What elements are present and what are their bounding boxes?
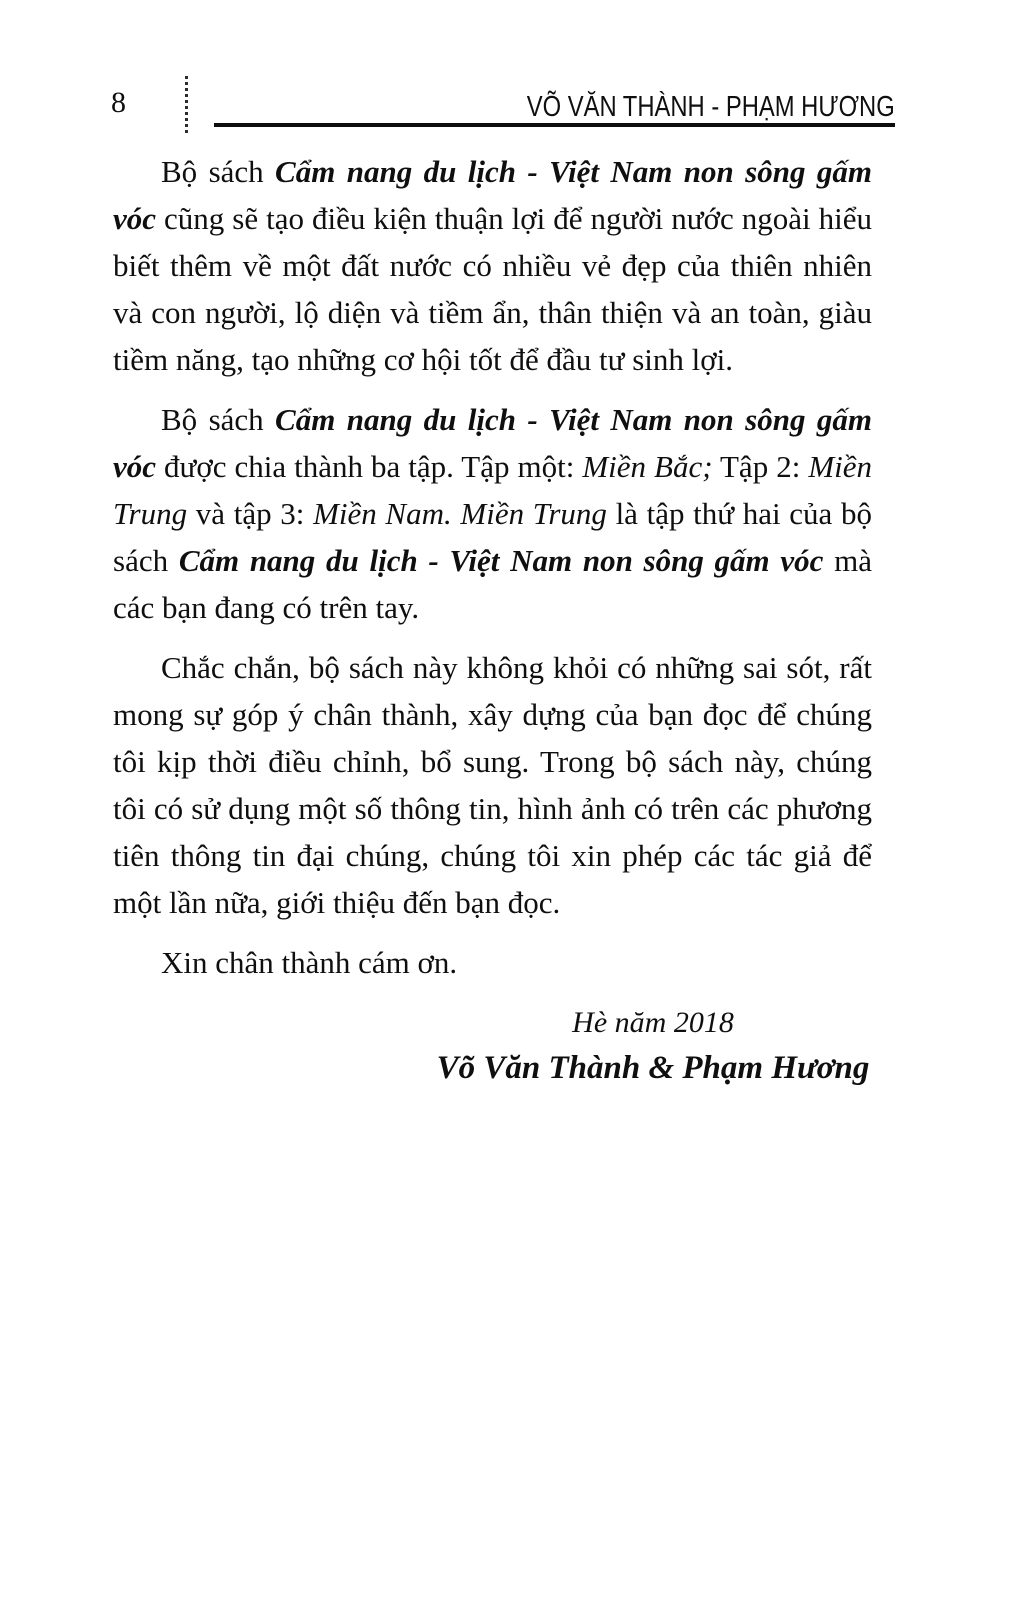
paragraph-volumes xyxy=(113,396,872,631)
text-segment: Bộ sách xyxy=(161,402,276,437)
header-rule xyxy=(214,123,895,127)
volume-title: Miền Trung xyxy=(113,449,873,531)
book-series-title: Cẩm nang du lịch - Việt Nam non sông gấm vóc xyxy=(113,402,872,484)
text-segment: và tập 3: xyxy=(187,496,314,531)
text-segment: cũng sẽ tạo điều kiện thuận lợi để người nước ngoài hiểu biết thêm về một đất nước có nhiều vẻ đẹp của thiên nhiên và con người, lộ diện và tiềm ẩn, thân thiện và an toàn, giàu tiềm năng, tạo những cơ hội tốt để đầu tư sinh lợi. xyxy=(113,201,872,377)
signature-block xyxy=(433,1002,873,1092)
header-ornament-dotted-line xyxy=(185,76,188,133)
paragraph-intro-benefits xyxy=(113,148,872,383)
book-series-title: Cẩm nang du lịch - Việt Nam non sông gấm vóc xyxy=(178,543,824,578)
page-content xyxy=(113,148,872,1092)
text-segment: Chắc chắn, bộ sách này không khỏi có những sai sót, rất mong sự góp ý chân thành, xây dựng của bạn đọc để chúng tôi kịp thời điều chỉnh, bổ sung. Trong bộ sách này, chúng tôi có sử dụng một số thông tin, hình ảnh có trên các phương tiên thông tin đại chúng, chúng tôi xin phép các tác giả để một lần nữa, giới thiệu đến bạn đọc. xyxy=(113,650,872,920)
text-segment: mà các bạn đang có trên tay. xyxy=(113,543,872,625)
text-segment: Xin chân thành cám ơn. xyxy=(161,945,458,980)
running-header-title: VÕ VĂN THÀNH - PHẠM HƯƠNG xyxy=(527,91,895,123)
book-series-title: Cẩm nang du lịch - Việt Nam non sông gấm vóc xyxy=(113,154,872,236)
signature-date: Hè năm 2018 xyxy=(572,1006,734,1039)
signature-authors: Võ Văn Thành & Phạm Hương xyxy=(436,1050,870,1086)
text-segment: Bộ sách xyxy=(161,154,276,189)
paragraph-thanks xyxy=(113,939,872,986)
paragraph-apology xyxy=(113,644,872,926)
text-segment: là tập thứ hai của bộ sách xyxy=(113,496,872,578)
volume-title: Miền Nam. Miền Trung xyxy=(313,496,607,531)
text-segment: Tập 2: xyxy=(712,449,809,484)
volume-title: Miền Bắc; xyxy=(582,449,713,484)
page-number: 8 xyxy=(111,86,126,119)
text-segment: được chia thành ba tập. Tập một: xyxy=(156,449,583,484)
